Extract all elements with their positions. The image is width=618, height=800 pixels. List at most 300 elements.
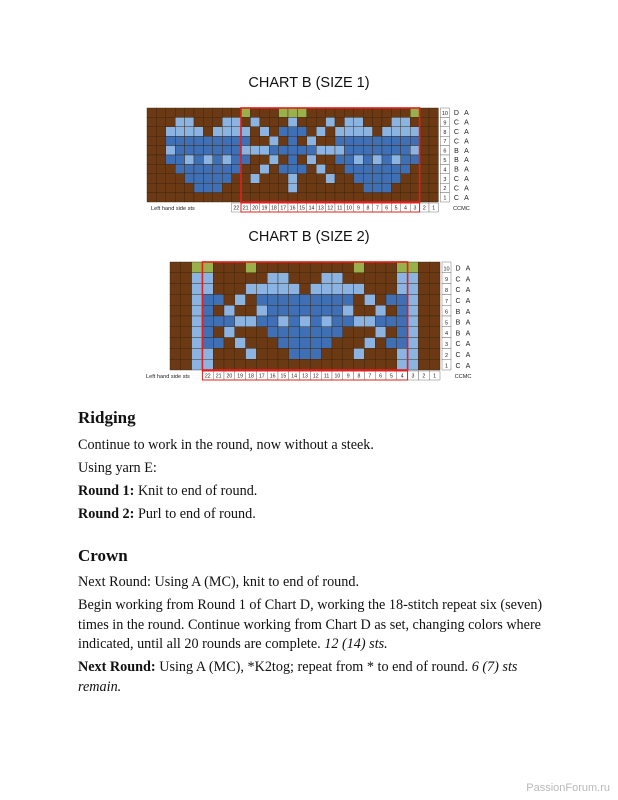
stitch-cell <box>429 273 440 284</box>
stitch-cell <box>410 164 419 173</box>
stitch-cell <box>343 359 354 370</box>
stitch-cell <box>382 155 391 164</box>
stitch-cell <box>175 146 184 155</box>
stitch-cell <box>156 136 165 145</box>
stitch-cell <box>185 193 194 202</box>
stitch-cell <box>222 127 231 136</box>
stitch-cell <box>401 174 410 183</box>
stitch-cell <box>166 155 175 164</box>
stitch-cell <box>401 136 410 145</box>
stitch-cell <box>364 262 375 273</box>
stitch-cell <box>181 284 192 295</box>
stitch-cell <box>344 117 353 126</box>
stitch-cell <box>310 273 321 284</box>
stitch-cell <box>289 316 300 327</box>
stitch-cell <box>256 316 267 327</box>
row-main-color: A <box>465 319 471 327</box>
stitch-cell <box>363 183 372 192</box>
stitch-cell <box>316 117 325 126</box>
stitch-cell <box>310 316 321 327</box>
crown-paragraph <box>78 596 548 655</box>
stitch-cell <box>321 338 332 349</box>
chart-b-size1-title: CHART B (SIZE 1) <box>248 75 370 91</box>
row-main-color: A <box>465 362 471 370</box>
stitch-cell <box>288 146 297 155</box>
row-contrast-color: C <box>455 298 461 305</box>
stitch-cell <box>202 316 213 327</box>
watermark: PassionForum.ru <box>526 782 610 794</box>
stitch-cell <box>418 294 429 305</box>
stitch-cell <box>213 146 222 155</box>
crown-paragraph-text: Begin working from Round 1 of Chart D, working the 18-stitch repeat six (seven) times in the round. Continue working from Chart D as set, changing colors where indicated, until all 20 rounds are complete. <box>78 597 543 652</box>
stitch-cell <box>181 327 192 338</box>
stitch-cell <box>300 273 311 284</box>
stitch-cell <box>289 262 300 273</box>
stitch-cell <box>279 108 288 117</box>
left-hand-side-label: Left hand side sts <box>151 205 195 212</box>
stitch-cell <box>410 117 419 126</box>
stitch-cell <box>344 164 353 173</box>
stitch-cell <box>316 127 325 136</box>
stitch-cell <box>166 183 175 192</box>
stitch-cell <box>321 294 332 305</box>
stitch-cell <box>420 164 429 173</box>
stitch-cell <box>343 273 354 284</box>
stitch-cell <box>401 193 410 202</box>
stitch-cell <box>316 164 325 173</box>
stitch-cell <box>278 327 289 338</box>
stitch-cell <box>321 348 332 359</box>
stitch-cell <box>156 193 165 202</box>
stitch-cell <box>391 146 400 155</box>
stitch-cell <box>364 273 375 284</box>
key-header: CCMC <box>453 205 470 212</box>
row-contrast-color: C <box>455 287 461 295</box>
stitch-cell <box>224 316 235 327</box>
stitch-number: 7 <box>368 373 372 380</box>
stitch-cell <box>401 164 410 173</box>
row-main-color: A <box>465 298 471 305</box>
stitch-number: 11 <box>337 205 343 212</box>
stitch-cell <box>194 136 203 145</box>
stitch-number: 21 <box>215 373 222 380</box>
stitch-cell <box>267 294 278 305</box>
row-contrast-color: B <box>454 147 459 155</box>
stitch-number: 14 <box>291 373 298 380</box>
stitch-cell <box>386 273 397 284</box>
row-main-color: A <box>465 308 471 316</box>
stitch-cell <box>267 359 278 370</box>
stitch-cell <box>185 108 194 117</box>
stitch-cell <box>269 164 278 173</box>
stitch-cell <box>332 262 343 273</box>
stitch-cell <box>175 155 184 164</box>
stitch-cell <box>278 348 289 359</box>
stitch-cell <box>235 294 246 305</box>
stitch-cell <box>397 327 408 338</box>
stitch-cell <box>213 117 222 126</box>
stitch-cell <box>354 164 363 173</box>
stitch-cell <box>316 193 325 202</box>
stitch-cell <box>250 117 259 126</box>
stitch-cell <box>307 164 316 173</box>
remaining-stitch-count: 6 (7) sts remain. <box>78 659 518 695</box>
row-contrast-color: D <box>453 110 459 118</box>
stitch-cell <box>166 164 175 173</box>
stitch-cell <box>232 193 241 202</box>
stitch-cell <box>408 262 419 273</box>
stitch-cell <box>401 146 410 155</box>
stitch-cell <box>175 164 184 173</box>
stitch-cell <box>260 146 269 155</box>
stitch-number: 19 <box>237 373 244 380</box>
stitch-cell <box>166 117 175 126</box>
stitch-cell <box>410 183 419 192</box>
row-number: 4 <box>443 167 447 174</box>
stitch-number: 1 <box>433 373 437 380</box>
stitch-cell <box>170 305 181 316</box>
stitch-cell <box>373 174 382 183</box>
stitch-cell <box>363 155 372 164</box>
stitch-cell <box>192 273 203 284</box>
ridging-line1: Continue to work in the round, now without a steek. <box>78 437 374 453</box>
stitch-cell <box>310 327 321 338</box>
ridging-line2: Using yarn E: <box>78 460 157 476</box>
stitch-cell <box>202 262 213 273</box>
stitch-cell <box>297 136 306 145</box>
stitch-number: 19 <box>261 205 268 212</box>
stitch-cell <box>246 316 257 327</box>
stitch-cell <box>203 155 212 164</box>
stitch-cell <box>250 108 259 117</box>
stitch-cell <box>391 193 400 202</box>
stitch-cell <box>147 127 156 136</box>
left-hand-side-label: Left hand side sts <box>146 373 190 380</box>
stitch-cell <box>278 359 289 370</box>
stitch-cell <box>332 327 343 338</box>
round1-label: Round 1: <box>78 483 135 499</box>
stitch-cell <box>279 127 288 136</box>
stitch-cell <box>224 348 235 359</box>
stitch-cell <box>344 183 353 192</box>
stitch-cell <box>278 273 289 284</box>
stitch-cell <box>232 146 241 155</box>
stitch-cell <box>410 174 419 183</box>
stitch-cell <box>213 359 224 370</box>
stitch-cell <box>364 338 375 349</box>
stitch-cell <box>269 146 278 155</box>
stitch-cell <box>181 338 192 349</box>
stitch-cell <box>382 127 391 136</box>
stitch-cell <box>307 155 316 164</box>
stitch-cell <box>213 183 222 192</box>
row-contrast-color: B <box>454 166 459 174</box>
row-main-color: A <box>465 352 471 359</box>
stitch-cell <box>166 136 175 145</box>
row-number: 10 <box>443 266 450 273</box>
ridging-round1 <box>78 482 548 502</box>
stitch-cell <box>279 136 288 145</box>
stitch-cell <box>397 284 408 295</box>
stitch-cell <box>213 164 222 173</box>
stitch-cell <box>175 183 184 192</box>
stitch-cell <box>279 174 288 183</box>
stitch-cell <box>192 359 203 370</box>
stitch-cell <box>224 262 235 273</box>
stitch-cell <box>397 348 408 359</box>
stitch-cell <box>241 164 250 173</box>
stitch-cell <box>316 174 325 183</box>
stitch-cell <box>181 273 192 284</box>
stitch-cell <box>192 305 203 316</box>
stitch-cell <box>386 284 397 295</box>
stitch-cell <box>391 174 400 183</box>
stitch-cell <box>241 127 250 136</box>
stitch-cell <box>418 338 429 349</box>
stitch-cell <box>222 164 231 173</box>
stitch-cell <box>222 183 231 192</box>
row-contrast-color: C <box>455 276 461 284</box>
stitch-cell <box>192 316 203 327</box>
stitch-cell <box>364 305 375 316</box>
stitch-cell <box>391 183 400 192</box>
stitch-cell <box>260 136 269 145</box>
stitch-cell <box>375 359 386 370</box>
stitch-cell <box>375 316 386 327</box>
stitch-cell <box>354 338 365 349</box>
row-number: 3 <box>443 176 447 183</box>
stitch-cell <box>382 146 391 155</box>
stitch-cell <box>194 174 203 183</box>
stitch-cell <box>202 273 213 284</box>
stitch-cell <box>246 273 257 284</box>
stitch-cell <box>310 359 321 370</box>
stitch-cell <box>241 146 250 155</box>
stitch-cell <box>408 305 419 316</box>
stitch-number: 16 <box>289 205 296 212</box>
stitch-cell <box>363 164 372 173</box>
stitch-cell <box>170 338 181 349</box>
next-round-text: Using A (MC), *K2tog; repeat from * to end of round. <box>155 659 472 675</box>
stitch-cell <box>364 359 375 370</box>
stitch-cell <box>232 183 241 192</box>
stitch-cell <box>429 136 438 145</box>
stitch-cell <box>397 316 408 327</box>
stitch-cell <box>332 348 343 359</box>
stitch-cell <box>375 294 386 305</box>
stitch-cell <box>326 183 335 192</box>
stitch-cell <box>213 136 222 145</box>
stitch-cell <box>194 193 203 202</box>
row-contrast-color: C <box>455 341 461 349</box>
stitch-cell <box>344 174 353 183</box>
stitch-cell <box>246 305 257 316</box>
stitch-cell <box>213 305 224 316</box>
stitch-cell <box>202 294 213 305</box>
stitch-cell <box>203 193 212 202</box>
stitch-cell <box>343 348 354 359</box>
stitch-cell <box>429 146 438 155</box>
stitch-cell <box>232 136 241 145</box>
stitch-number: 9 <box>346 373 350 380</box>
stitch-cell <box>297 183 306 192</box>
stitch-cell <box>213 348 224 359</box>
ridging-round2 <box>78 505 548 525</box>
chart-b-size2 <box>146 262 476 386</box>
stitch-cell <box>241 155 250 164</box>
stitch-cell <box>202 305 213 316</box>
next-round-label: Next Round: <box>78 659 156 675</box>
stitch-cell <box>418 305 429 316</box>
stitch-cell <box>321 316 332 327</box>
stitch-cell <box>289 348 300 359</box>
stitch-cell <box>202 284 213 295</box>
stitch-cell <box>316 136 325 145</box>
stitch-cell <box>232 155 241 164</box>
stitch-cell <box>185 127 194 136</box>
row-contrast-color: B <box>454 157 459 165</box>
stitch-cell <box>235 348 246 359</box>
stitch-cell <box>420 117 429 126</box>
stitch-cell <box>354 305 365 316</box>
stitch-cell <box>354 136 363 145</box>
stitch-cell <box>288 174 297 183</box>
stitch-cell <box>401 155 410 164</box>
stitch-cell <box>235 262 246 273</box>
stitch-cell <box>289 338 300 349</box>
row-contrast-color: B <box>455 319 461 327</box>
row-number: 6 <box>444 309 449 316</box>
stitch-cell <box>316 155 325 164</box>
stitch-cell <box>246 262 257 273</box>
stitch-number: 4 <box>404 205 407 212</box>
stitch-cell <box>203 183 212 192</box>
stitch-cell <box>332 305 343 316</box>
stitch-cell <box>326 164 335 173</box>
stitch-cell <box>354 174 363 183</box>
stitch-cell <box>382 117 391 126</box>
stitch-cell <box>194 117 203 126</box>
round2-label: Round 2: <box>78 506 135 522</box>
stitch-cell <box>429 284 440 295</box>
stitch-cell <box>410 127 419 136</box>
stitch-cell <box>373 117 382 126</box>
row-contrast-color: B <box>455 308 461 316</box>
stitch-cell <box>288 183 297 192</box>
stitch-cell <box>222 108 231 117</box>
stitch-number: 8 <box>357 373 361 380</box>
stitch-cell <box>300 305 311 316</box>
stitch-cell <box>316 108 325 117</box>
stitch-cell <box>256 273 267 284</box>
stitch-cell <box>391 164 400 173</box>
stitch-cell <box>408 348 419 359</box>
stitch-cell <box>170 294 181 305</box>
stitch-cell <box>213 193 222 202</box>
stitch-cell <box>235 273 246 284</box>
stitch-cell <box>397 262 408 273</box>
stitch-cell <box>332 316 343 327</box>
stitch-cell <box>185 117 194 126</box>
stitch-cell <box>410 146 419 155</box>
stitch-cell <box>316 183 325 192</box>
stitch-cell <box>354 155 363 164</box>
stitch-cell <box>147 193 156 202</box>
stitch-cell <box>269 136 278 145</box>
stitch-cell <box>401 183 410 192</box>
stitch-cell <box>267 262 278 273</box>
stitch-cell <box>310 348 321 359</box>
stitch-cell <box>408 284 419 295</box>
stitch-cell <box>289 284 300 295</box>
stitch-cell <box>175 193 184 202</box>
stitch-number: 10 <box>346 205 352 212</box>
stitch-cell <box>335 164 344 173</box>
stitch-cell <box>289 305 300 316</box>
stitch-cell <box>175 174 184 183</box>
stitch-number: 18 <box>248 373 254 380</box>
stitch-cell <box>335 108 344 117</box>
stitch-cell <box>316 146 325 155</box>
stitch-cell <box>332 359 343 370</box>
stitch-cell <box>326 193 335 202</box>
stitch-cell <box>429 164 438 173</box>
row-number: 10 <box>441 111 448 117</box>
stitch-cell <box>203 108 212 117</box>
stitch-cell <box>300 262 311 273</box>
stitch-cell <box>326 136 335 145</box>
stitch-cell <box>375 327 386 338</box>
stitch-cell <box>246 338 257 349</box>
stitch-cell <box>363 174 372 183</box>
stitch-cell <box>213 262 224 273</box>
row-contrast-color: C <box>455 362 461 370</box>
stitch-cell <box>147 108 156 117</box>
stitch-number: 3 <box>413 205 417 212</box>
stitch-cell <box>279 146 288 155</box>
stitch-cell <box>310 284 321 295</box>
stitch-cell <box>256 305 267 316</box>
stitch-cell <box>429 305 440 316</box>
stitch-cell <box>181 348 192 359</box>
round2-text: Purl to end of round. <box>134 506 256 522</box>
stitch-cell <box>300 294 311 305</box>
stitch-number: 6 <box>379 373 383 380</box>
stitch-cell <box>401 117 410 126</box>
stitch-cell <box>278 294 289 305</box>
stitch-cell <box>156 108 165 117</box>
stitch-number: 4 <box>400 373 404 380</box>
stitch-cell <box>213 273 224 284</box>
stitch-cell <box>307 183 316 192</box>
stitch-cell <box>335 127 344 136</box>
stitch-cell <box>363 127 372 136</box>
stitch-cell <box>321 327 332 338</box>
stitch-cell <box>373 193 382 202</box>
row-number: 9 <box>444 277 449 284</box>
stitch-cell <box>354 193 363 202</box>
stitch-cell <box>181 305 192 316</box>
stitch-cell <box>246 284 257 295</box>
row-main-color: A <box>464 119 469 127</box>
stitch-cell <box>363 108 372 117</box>
stitch-cell <box>288 108 297 117</box>
stitch-cell <box>185 136 194 145</box>
stitch-cell <box>203 146 212 155</box>
stitch-cell <box>386 348 397 359</box>
stitch-cell <box>321 305 332 316</box>
stitch-cell <box>418 273 429 284</box>
